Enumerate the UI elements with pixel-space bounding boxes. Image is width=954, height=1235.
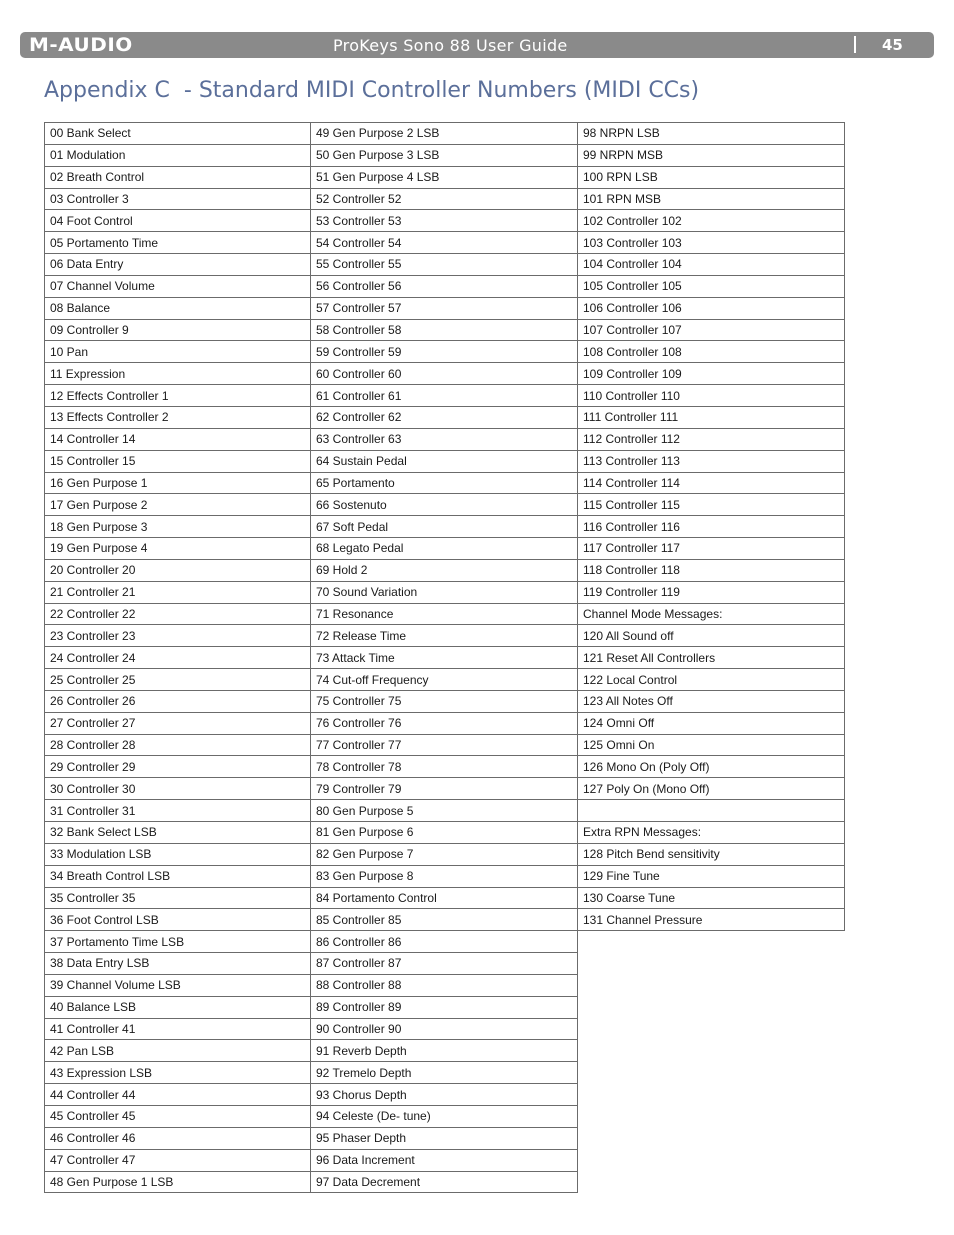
table-row: [311, 144, 578, 166]
table-row: [578, 909, 845, 931]
table-cell: 14 Controller 14: [45, 428, 311, 450]
table-row: [45, 1084, 311, 1106]
table-row: [578, 647, 845, 669]
table-cell: 24 Controller 24: [45, 647, 311, 669]
table-row: [311, 887, 578, 909]
table-row: [45, 843, 311, 865]
table-row: [45, 974, 311, 996]
header-divider: [854, 36, 856, 53]
table-row: [578, 494, 845, 516]
table-cell: 26 Controller 26: [45, 690, 311, 712]
table-cell: 58 Controller 58: [311, 319, 578, 341]
table-cell: 92 Tremelo Depth: [311, 1062, 578, 1084]
table-row: [45, 1127, 311, 1149]
table-row: [45, 341, 311, 363]
table-cell: 28 Controller 28: [45, 734, 311, 756]
table-row: [45, 232, 311, 254]
table-cell: 93 Chorus Depth: [311, 1084, 578, 1106]
table-cell: 34 Breath Control LSB: [45, 865, 311, 887]
table-cell: 67 Soft Pedal: [311, 516, 578, 538]
table-row: [45, 516, 311, 538]
table-cell: 79 Controller 79: [311, 778, 578, 800]
table-cell: 128 Pitch Bend sensitivity: [578, 843, 845, 865]
table-cell: 87 Controller 87: [311, 953, 578, 975]
table-cell: 03 Controller 3: [45, 188, 311, 210]
table-row: [45, 712, 311, 734]
table-cell: 35 Controller 35: [45, 887, 311, 909]
table-cell: 124 Omni Off: [578, 712, 845, 734]
table-cell: 118 Controller 118: [578, 559, 845, 581]
table-row: [311, 254, 578, 276]
table-cell: 07 Channel Volume: [45, 275, 311, 297]
table-row: [578, 297, 845, 319]
table-row: [45, 319, 311, 341]
table-cell: 41 Controller 41: [45, 1018, 311, 1040]
table-cell: 72 Release Time: [311, 625, 578, 647]
table-row: [45, 734, 311, 756]
table-row: [311, 472, 578, 494]
table-cell: 39 Channel Volume LSB: [45, 974, 311, 996]
table-cell: 101 RPN MSB: [578, 188, 845, 210]
table-cell: 66 Sostenuto: [311, 494, 578, 516]
table-cell: 51 Gen Purpose 4 LSB: [311, 166, 578, 188]
table-cell: 23 Controller 23: [45, 625, 311, 647]
table-row: [311, 494, 578, 516]
table-cell: 13 Effects Controller 2: [45, 406, 311, 428]
table-cell: 22 Controller 22: [45, 603, 311, 625]
table-cell: 61 Controller 61: [311, 385, 578, 407]
table-cell: 129 Fine Tune: [578, 865, 845, 887]
table-row: [578, 166, 845, 188]
table-cell: 57 Controller 57: [311, 297, 578, 319]
table-row: [45, 559, 311, 581]
table-cell: 25 Controller 25: [45, 669, 311, 691]
table-row: [311, 319, 578, 341]
table-row: [45, 603, 311, 625]
table-cell: 38 Data Entry LSB: [45, 953, 311, 975]
table-row: [311, 647, 578, 669]
table-cell: 65 Portamento: [311, 472, 578, 494]
table-row: [578, 756, 845, 778]
appendix-title: Appendix C - Standard MIDI Controller Numbers (MIDI CCs): [44, 78, 700, 103]
table-cell: 20 Controller 20: [45, 559, 311, 581]
table-cell: 121 Reset All Controllers: [578, 647, 845, 669]
table-cell: 113 Controller 113: [578, 450, 845, 472]
table-cell: 62 Controller 62: [311, 406, 578, 428]
midi-cc-table-column-2: [311, 122, 578, 1193]
table-row: [311, 406, 578, 428]
table-row: [45, 254, 311, 276]
midi-cc-table-column-1: [44, 122, 311, 1193]
table-row: [45, 1040, 311, 1062]
table-cell: 88 Controller 88: [311, 974, 578, 996]
table-cell: 112 Controller 112: [578, 428, 845, 450]
brand-logo: M-AUDIO: [29, 34, 133, 56]
table-cell: 125 Omni On: [578, 734, 845, 756]
table-row: [45, 822, 311, 844]
table-cell: 75 Controller 75: [311, 690, 578, 712]
table-row: [45, 800, 311, 822]
table-cell: 59 Controller 59: [311, 341, 578, 363]
table-cell: 91 Reverb Depth: [311, 1040, 578, 1062]
table-row: [45, 931, 311, 953]
table-cell: 04 Foot Control: [45, 210, 311, 232]
table-cell: 109 Controller 109: [578, 363, 845, 385]
table-row: [311, 800, 578, 822]
table-row: [311, 953, 578, 975]
table-cell: 12 Effects Controller 1: [45, 385, 311, 407]
table-cell: 80 Gen Purpose 5: [311, 800, 578, 822]
table-cell: 106 Controller 106: [578, 297, 845, 319]
table-row: [311, 712, 578, 734]
table-row: [311, 843, 578, 865]
table-row: [45, 647, 311, 669]
table-row: [578, 581, 845, 603]
table-row: [45, 538, 311, 560]
table-row: [311, 669, 578, 691]
table-row: [45, 275, 311, 297]
table-cell: 53 Controller 53: [311, 210, 578, 232]
table-row: [311, 1149, 578, 1171]
table-cell: 06 Data Entry: [45, 254, 311, 276]
table-cell: 05 Portamento Time: [45, 232, 311, 254]
table-row: [311, 1171, 578, 1193]
table-row: [578, 538, 845, 560]
table-cell: 21 Controller 21: [45, 581, 311, 603]
table-row: [311, 996, 578, 1018]
table-cell: 107 Controller 107: [578, 319, 845, 341]
table-row: [578, 516, 845, 538]
table-cell: 130 Coarse Tune: [578, 887, 845, 909]
table-cell: 102 Controller 102: [578, 210, 845, 232]
table-cell: 100 RPN LSB: [578, 166, 845, 188]
table-cell: 73 Attack Time: [311, 647, 578, 669]
table-cell: 44 Controller 44: [45, 1084, 311, 1106]
table-cell: 47 Controller 47: [45, 1149, 311, 1171]
table-cell: 85 Controller 85: [311, 909, 578, 931]
table-cell: 83 Gen Purpose 8: [311, 865, 578, 887]
table-row: [45, 123, 311, 145]
table-row: [45, 210, 311, 232]
table-row: [578, 385, 845, 407]
table-cell: 108 Controller 108: [578, 341, 845, 363]
table-cell: 114 Controller 114: [578, 472, 845, 494]
table-row: [578, 712, 845, 734]
table-row: [45, 909, 311, 931]
table-cell: 74 Cut-off Frequency: [311, 669, 578, 691]
table-cell: 63 Controller 63: [311, 428, 578, 450]
table-row: [311, 625, 578, 647]
table-cell: 46 Controller 46: [45, 1127, 311, 1149]
table-cell: 115 Controller 115: [578, 494, 845, 516]
table-row: [578, 669, 845, 691]
table-row: [578, 275, 845, 297]
table-cell: 70 Sound Variation: [311, 581, 578, 603]
table-row: [45, 188, 311, 210]
table-cell: 33 Modulation LSB: [45, 843, 311, 865]
table-cell: Extra RPN Messages:: [578, 822, 845, 844]
table-row: [578, 559, 845, 581]
table-cell: 37 Portamento Time LSB: [45, 931, 311, 953]
midi-cc-table-column-3: [578, 122, 845, 931]
table-row: [311, 210, 578, 232]
table-cell: 60 Controller 60: [311, 363, 578, 385]
table-row: [578, 450, 845, 472]
table-cell: 119 Controller 119: [578, 581, 845, 603]
table-row: [311, 756, 578, 778]
table-row: [578, 210, 845, 232]
table-row: [311, 931, 578, 953]
table-cell: 55 Controller 55: [311, 254, 578, 276]
table-row: [311, 341, 578, 363]
table-cell: 123 All Notes Off: [578, 690, 845, 712]
table-row: [578, 232, 845, 254]
table-cell: 117 Controller 117: [578, 538, 845, 560]
table-cell: 29 Controller 29: [45, 756, 311, 778]
table-row: [45, 297, 311, 319]
table-row: [311, 974, 578, 996]
table-row: [578, 887, 845, 909]
table-cell: 00 Bank Select: [45, 123, 311, 145]
table-row: [311, 1040, 578, 1062]
table-cell: 17 Gen Purpose 2: [45, 494, 311, 516]
table-row: [311, 188, 578, 210]
table-cell: 64 Sustain Pedal: [311, 450, 578, 472]
table-row: [45, 581, 311, 603]
table-cell: 19 Gen Purpose 4: [45, 538, 311, 560]
table-row: [311, 385, 578, 407]
table-row: [578, 690, 845, 712]
table-row: [311, 1018, 578, 1040]
table-row: [311, 363, 578, 385]
table-row: [578, 822, 845, 844]
table-row: [578, 800, 845, 822]
table-row: [578, 778, 845, 800]
table-cell: 27 Controller 27: [45, 712, 311, 734]
table-row: [311, 1127, 578, 1149]
table-cell: 69 Hold 2: [311, 559, 578, 581]
table-cell: 31 Controller 31: [45, 800, 311, 822]
table-row: [311, 690, 578, 712]
table-cell: 10 Pan: [45, 341, 311, 363]
table-row: [311, 822, 578, 844]
table-row: [311, 909, 578, 931]
guide-title: ProKeys Sono 88 User Guide: [333, 36, 568, 55]
table-cell: 36 Foot Control LSB: [45, 909, 311, 931]
table-row: [578, 603, 845, 625]
table-cell: 43 Expression LSB: [45, 1062, 311, 1084]
table-row: [578, 843, 845, 865]
table-cell: 104 Controller 104: [578, 254, 845, 276]
table-cell: 52 Controller 52: [311, 188, 578, 210]
table-row: [45, 450, 311, 472]
table-row: [45, 625, 311, 647]
table-cell: 32 Bank Select LSB: [45, 822, 311, 844]
table-cell: 01 Modulation: [45, 144, 311, 166]
table-cell: 99 NRPN MSB: [578, 144, 845, 166]
table-row: [45, 472, 311, 494]
table-row: [578, 406, 845, 428]
table-row: [311, 166, 578, 188]
table-cell: 103 Controller 103: [578, 232, 845, 254]
table-row: [45, 428, 311, 450]
table-row: [311, 559, 578, 581]
table-cell: 08 Balance: [45, 297, 311, 319]
table-cell: 78 Controller 78: [311, 756, 578, 778]
table-row: [311, 1062, 578, 1084]
table-row: [311, 297, 578, 319]
table-cell: 131 Channel Pressure: [578, 909, 845, 931]
table-cell: 111 Controller 111: [578, 406, 845, 428]
table-row: [578, 254, 845, 276]
table-cell: 98 NRPN LSB: [578, 123, 845, 145]
table-cell: 97 Data Decrement: [311, 1171, 578, 1193]
table-row: [311, 232, 578, 254]
table-row: [45, 887, 311, 909]
table-row: [311, 734, 578, 756]
table-cell: 76 Controller 76: [311, 712, 578, 734]
table-row: [311, 1084, 578, 1106]
table-cell: 105 Controller 105: [578, 275, 845, 297]
table-row: [45, 166, 311, 188]
table-cell: 77 Controller 77: [311, 734, 578, 756]
table-row: [578, 188, 845, 210]
table-row: [311, 450, 578, 472]
table-row: [45, 669, 311, 691]
table-row: [311, 603, 578, 625]
table-cell: 84 Portamento Control: [311, 887, 578, 909]
table-row: [311, 1105, 578, 1127]
table-cell: 127 Poly On (Mono Off): [578, 778, 845, 800]
table-row: [311, 123, 578, 145]
table-cell: 54 Controller 54: [311, 232, 578, 254]
table-row: [45, 1018, 311, 1040]
table-cell: [578, 800, 845, 822]
header-bar: [20, 32, 934, 58]
table-cell: 71 Resonance: [311, 603, 578, 625]
table-cell: 122 Local Control: [578, 669, 845, 691]
table-cell: 110 Controller 110: [578, 385, 845, 407]
table-row: [45, 690, 311, 712]
table-row: [45, 1105, 311, 1127]
table-cell: 81 Gen Purpose 6: [311, 822, 578, 844]
table-cell: 40 Balance LSB: [45, 996, 311, 1018]
table-cell: 96 Data Increment: [311, 1149, 578, 1171]
table-row: [45, 778, 311, 800]
table-row: [578, 341, 845, 363]
table-row: [311, 516, 578, 538]
table-cell: 50 Gen Purpose 3 LSB: [311, 144, 578, 166]
table-row: [45, 385, 311, 407]
table-row: [578, 428, 845, 450]
table-cell: 94 Celeste (De- tune): [311, 1105, 578, 1127]
table-row: [45, 363, 311, 385]
table-row: [311, 428, 578, 450]
table-row: [45, 406, 311, 428]
table-cell: 11 Expression: [45, 363, 311, 385]
table-row: [311, 275, 578, 297]
table-row: [578, 319, 845, 341]
table-cell: Channel Mode Messages:: [578, 603, 845, 625]
table-row: [578, 625, 845, 647]
table-row: [311, 778, 578, 800]
table-cell: 95 Phaser Depth: [311, 1127, 578, 1149]
table-cell: 45 Controller 45: [45, 1105, 311, 1127]
table-row: [578, 123, 845, 145]
table-row: [45, 865, 311, 887]
table-cell: 56 Controller 56: [311, 275, 578, 297]
table-row: [45, 1171, 311, 1193]
table-row: [578, 865, 845, 887]
table-cell: 82 Gen Purpose 7: [311, 843, 578, 865]
page-number: 45: [882, 36, 903, 54]
table-cell: 09 Controller 9: [45, 319, 311, 341]
table-cell: 126 Mono On (Poly Off): [578, 756, 845, 778]
table-row: [45, 144, 311, 166]
table-cell: 116 Controller 116: [578, 516, 845, 538]
table-cell: 86 Controller 86: [311, 931, 578, 953]
table-row: [311, 865, 578, 887]
table-cell: 16 Gen Purpose 1: [45, 472, 311, 494]
table-row: [45, 756, 311, 778]
table-row: [578, 363, 845, 385]
table-cell: 120 All Sound off: [578, 625, 845, 647]
table-cell: 02 Breath Control: [45, 166, 311, 188]
table-cell: 68 Legato Pedal: [311, 538, 578, 560]
table-row: [45, 494, 311, 516]
table-cell: 49 Gen Purpose 2 LSB: [311, 123, 578, 145]
table-cell: 15 Controller 15: [45, 450, 311, 472]
table-row: [45, 1062, 311, 1084]
table-cell: 89 Controller 89: [311, 996, 578, 1018]
table-cell: 90 Controller 90: [311, 1018, 578, 1040]
table-row: [311, 581, 578, 603]
table-row: [578, 734, 845, 756]
table-row: [578, 144, 845, 166]
table-cell: 30 Controller 30: [45, 778, 311, 800]
table-cell: 48 Gen Purpose 1 LSB: [45, 1171, 311, 1193]
table-cell: 42 Pan LSB: [45, 1040, 311, 1062]
table-row: [578, 472, 845, 494]
table-cell: 18 Gen Purpose 3: [45, 516, 311, 538]
table-row: [45, 953, 311, 975]
table-row: [311, 538, 578, 560]
table-row: [45, 996, 311, 1018]
table-row: [45, 1149, 311, 1171]
